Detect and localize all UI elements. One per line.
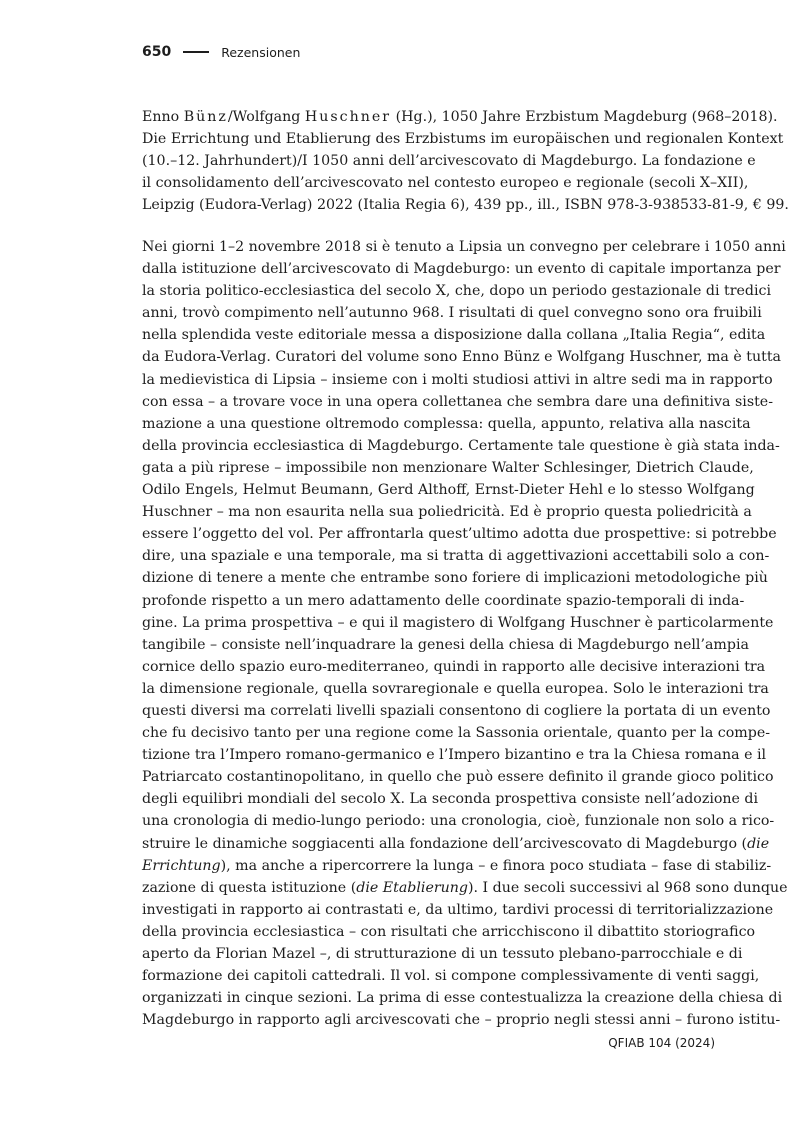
bib-line: Die Errichtung und Etablierung des Erzbistums im europäischen und regionalen Kontext: [142, 131, 784, 148]
body-line: essere l’oggetto del vol. Per affrontarla quest’ultimo adotta due prospettive: si potrebbe: [142, 526, 777, 543]
body-line: cornice dello spazio euro-mediterraneo, quindi in rapporto alle decisive interazioni tra: [142, 658, 766, 675]
body-line: organizzati in cinque sezioni. La prima di esse contestualizza la creazione della chiesa di: [142, 990, 783, 1007]
body-line: formazione dei capitoli cattedrali. Il vol. si compone complessivamente di venti saggi,: [142, 968, 760, 985]
body-line: dire, una spaziale e una temporale, ma si tratta di aggettivazioni accettabili solo a con-: [142, 548, 770, 565]
body-line: profonde rispetto a un mero adattamento delle coordinate spazio-temporali di inda-: [142, 592, 745, 609]
header-dash: [183, 51, 209, 53]
body-line: della provincia ecclesiastica di Magdeburgo. Certamente tale questione è già stata inda-: [142, 437, 780, 454]
body-line: nella splendida veste editoriale messa a disposizione dalla collana „Italia Regia“, edita: [142, 327, 766, 344]
bib-line: Leipzig (Eudora-Verlag) 2022 (Italia Regia 6), 439 pp., ill., ISBN 978-3-938533-81-9, € 99.: [142, 197, 789, 214]
body-line: dizione di tenere a mente che entrambe sono foriere di implicazioni metodologiche più: [142, 570, 768, 587]
body-line: la dimensione regionale, quella sovraregionale e quella europea. Solo le interazioni tra: [142, 680, 769, 697]
body-line: della provincia ecclesiastica – con risultati che arricchiscono il dibattito storiografico: [142, 923, 756, 940]
body-line: struire le dinamiche soggiacenti alla fondazione dell’arcivescovato di Magdeburgo (die: [142, 835, 770, 852]
body-line: la medievistica di Lipsia – insieme con i molti studiosi attivi in altre sedi ma in rapporto: [142, 371, 773, 388]
body-line: dalla istituzione dell’arcivescovato di Magdeburgo: un evento di capitale importanza per: [142, 261, 781, 278]
body-line: che fu decisivo tanto per una regione come la Sassonia orientale, quanto per la compe-: [142, 725, 771, 742]
page-number: 650: [142, 44, 172, 60]
body-line: con essa – a trovare voce in una opera collettanea che sembra dare una definitiva siste-: [142, 393, 773, 410]
body-line: questi diversi ma correlati livelli spaziali consentono di cogliere la portata di un evento: [142, 702, 771, 719]
body-line: gine. La prima prospettiva – e qui il magistero di Wolfgang Huschner è particolarmente: [142, 614, 774, 631]
bibliographic-entry: [142, 106, 789, 216]
body-line: tizione tra l’Impero romano-germanico e l’Impero bizantino e tra la Chiesa romana e il: [142, 747, 767, 764]
body-line: zazione di questa istituzione (die Etablierung). I due secoli successivi al 968 sono dunque: [142, 879, 788, 896]
body-line: mazione a una questione oltremodo complessa: quella, appunto, relativa alla nascita: [142, 415, 751, 432]
body-line: Nei giorni 1–2 novembre 2018 si è tenuto a Lipsia un convegno per celebrare i 1050 anni: [142, 239, 786, 255]
body-line: Huschner – ma non esaurita nella sua poliedricità. Ed è proprio questa poliedricità a: [142, 504, 752, 521]
body-line: Odilo Engels, Helmut Beumann, Gerd Althoff, Ernst-Dieter Hehl e lo stesso Wolfgang: [142, 482, 755, 499]
running-header: [142, 44, 300, 60]
body-line: Magdeburgo in rapporto agli arcivescovati che – proprio negli stessi anni – furono istitu-: [142, 1012, 781, 1029]
review-body: [142, 236, 788, 1031]
body-line: aperto da Florian Mazel –, di strutturazione di un tessuto plebano-parrocchiale e di: [142, 946, 743, 962]
bib-line: il consolidamento dell’arcivescovato nel contesto europeo e regionale (secoli X–XII),: [142, 175, 749, 192]
body-line: Errichtung), ma anche a ripercorrere la lunga – e finora poco studiata – fase di stabiliz-: [142, 857, 772, 874]
body-line: la storia politico-ecclesiastica del secolo X, che, dopo un periodo gestazionale di tredici: [142, 283, 772, 300]
body-line: investigati in rapporto ai contrastati e, da ultimo, tardivi processi di territorializzazione: [142, 901, 774, 918]
body-line: Patriarcato costantinopolitano, in quello che può essere definito il grande gioco politico: [142, 769, 774, 786]
bib-line: Enno Bünz/Wolfgang Huschner (Hg.), 1050 Jahre Erzbistum Magdeburg (968–2018).: [142, 109, 778, 125]
body-line: tangibile – consiste nell’inquadrare la genesi della chiesa di Magdeburgo nell’ampia: [142, 636, 749, 653]
body-line: da Eudora-Verlag. Curatori del volume sono Enno Bünz e Wolfgang Huschner, ma è tutta: [142, 349, 781, 366]
journal-footer: QFIAB 104 (2024): [608, 1036, 715, 1050]
body-line: una cronologia di medio-lungo periodo: una cronologia, cioè, funzionale non solo a rico-: [142, 813, 775, 830]
body-line: gata a più riprese – impossibile non menzionare Walter Schlesinger, Dietrich Claude,: [142, 459, 754, 476]
body-line: degli equilibri mondiali del secolo X. La seconda prospettiva consiste nell’adozione di: [142, 791, 759, 808]
bib-line: (10.–12. Jahrhundert)/I 1050 anni dell’arcivescovato di Magdeburgo. La fondazione e: [142, 153, 756, 170]
body-line: anni, trovò compimento nell’autunno 968. I risultati di quel convegno sono ora fruibili: [142, 305, 762, 322]
section-title: Rezensionen: [221, 44, 301, 60]
